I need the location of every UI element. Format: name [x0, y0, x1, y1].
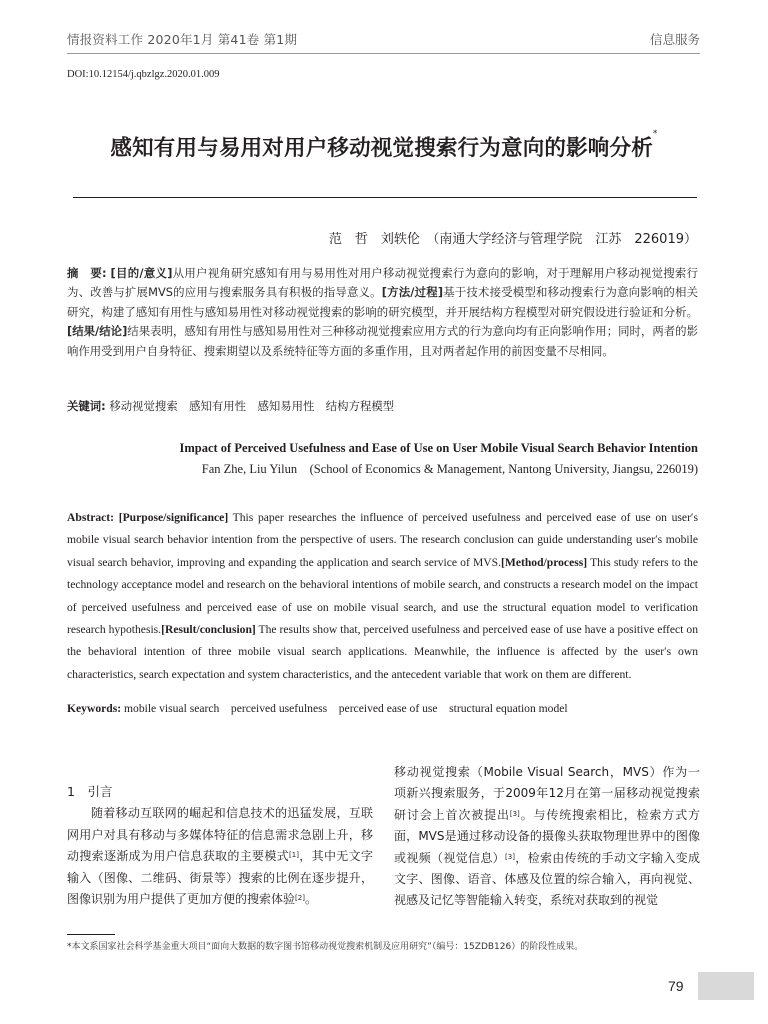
intro-text-a: 随着移动互联网的崛起和信息技术的迅猛发展，互联网用户对具有移动与多媒体特征的信息需求急剧上升，移动搜索逐渐成为用户信息获取的主要模式	[67, 806, 373, 864]
abstract-en	[67, 507, 698, 686]
title-divider	[73, 197, 697, 198]
mvs-text-c: ，检索由传统的手动文字输入变成文字、图像、语音、体感及位置的综合输入，再向视觉、视感及记忆等智能输入转变，系统对获取到的视觉	[394, 850, 700, 908]
doi: DOI:10.12154/j.qbzlgz.2020.01.009	[67, 69, 220, 80]
body-column-right	[394, 762, 700, 912]
header-divider	[67, 53, 700, 54]
abstract-en-method-label: [Method/process]	[501, 555, 588, 569]
keywords-en-label: Keywords:	[67, 702, 122, 715]
funding-footnote: *本文系国家社会科学基金重大项目“面向大数据的数字图书馆移动视觉搜索机制及应用研究”（编号：15ZDB126）的阶段性成果。	[67, 942, 584, 952]
page-tab-marker	[698, 972, 754, 1000]
keywords-en	[67, 702, 568, 715]
abstract-cn-purpose: 从用户视角研究感知有用与易用性对用户移动视觉搜索行为意向的影响，对于理解用户移动视觉搜索行为、改善与扩展MVS的应用与搜索服务具有积极的指导意义。	[67, 266, 699, 300]
section-heading: 1 引言	[67, 784, 113, 799]
abstract-en-label: Abstract:	[67, 511, 115, 524]
mvs-text-a: 移动视觉搜索（Mobile Visual Search，MVS）作为一项新兴搜索服务，于2009年12月在第一届移动视觉搜索研讨会上首次被提出	[394, 765, 700, 822]
section-label: 信息服务	[649, 32, 700, 47]
footnote-divider	[67, 934, 115, 935]
authors-en: Fan Zhe, Liu Yilun (School of Economics & Management, Nantong University, Jiangsu, 226019)	[201, 462, 698, 476]
abstract-en-purpose-label: [Purpose/significance]	[118, 511, 229, 524]
page-number: 79	[668, 978, 684, 994]
title-footnote-mark: *	[652, 129, 658, 139]
abstract-en-result-label: [Result/conclusion]	[161, 623, 256, 637]
paper-title-text: 感知有用与易用对用户移动视觉搜索行为意向的影响分析	[110, 136, 653, 161]
paper-title	[0, 131, 768, 162]
mvs-paragraph	[394, 762, 700, 912]
intro-paragraph	[67, 803, 373, 910]
abstract-cn-purpose-label: [目的/意义]	[110, 266, 173, 280]
abstract-en-result: The results show that, perceived usefulness and perceived ease of use have a positive effect on the behavioral intention of three mobile visual search applications. Meanwhile, the influence is affected by the user′s own characteristics, search expectation and system characteristics, and the antecedent variable that work on them are different.	[67, 623, 698, 681]
journal-header: 情报资料工作 2020年1月 第41卷 第1期	[67, 32, 298, 47]
abstract-cn-result-label: [结果/结论]	[67, 324, 128, 339]
citation-ref: [3]	[505, 852, 515, 861]
mvs-text-b: 。与传统搜索相比，检索方式方面，MVS是通过移动设备的摄像头获取物理世界中的图像或视频（视觉信息）	[394, 807, 700, 865]
keywords-cn-label: 关键词:	[67, 399, 106, 413]
citation-ref: [2]	[295, 894, 305, 903]
abstract-cn-label: 摘 要:	[67, 266, 107, 280]
abstract-cn	[67, 264, 698, 361]
body-column-left	[67, 781, 373, 910]
abstract-cn-result: 结果表明，感知有用性与感知易用性对三种移动视觉搜索应用方式的行为意向均有正向影响作用；同时，两者的影响作用受到用户自身特征、搜索期望以及系统特征等方面的多重作用，且对两者起作用的前因变量不尽相同。	[67, 324, 698, 358]
keywords-cn-items: 移动视觉搜索 感知有用性 感知易用性 结构方程模型	[109, 399, 395, 413]
citation-ref: [3]	[509, 809, 520, 818]
citation-ref: [1]	[289, 851, 299, 860]
paper-title-en: Impact of Perceived Usefulness and Ease of Use on User Mobile Visual Search Behavior Intention	[179, 441, 698, 455]
authors-cn: 范 哲 刘轶伦 （南通大学经济与管理学院 江苏 226019）	[328, 232, 697, 247]
intro-text-c: 。	[304, 892, 317, 907]
keywords-cn	[67, 398, 394, 414]
abstract-en-purpose: This paper researches the influence of perceived usefulness and perceived ease of use on user′s mobile visual search behavior intention from the perspective of users. The research conclusion can guide understanding user′s mobile visual search behavior, improving and expanding the application and search service of MVS.	[67, 511, 698, 569]
keywords-en-items: mobile visual search perceived usefulness perceived ease of use structural equation model	[121, 702, 568, 715]
abstract-cn-method-label: [方法/过程]	[381, 285, 444, 300]
abstract-en-method: This study refers to the technology acceptance model and research on the behavioral intentions of mobile search, and constructs a research model on the impact of perceived usefulness and perceived ease of use on mobile visual search, and use the structural equation model to verification research hypothesis.	[67, 555, 698, 637]
abstract-cn-method: 基于技术接受模型和移动搜索行为意向影响的相关研究，构建了感知有用性与感知易用性对移动视觉搜索的影响的研究模型，并开展结构方程模型对研究假设进行验证和分析。	[67, 285, 698, 319]
intro-text-b: ，其中无文字输入（图像、二维码、街景等）搜索的比例在逐步提升，图像识别为用户提供了更加方便的搜索体验	[67, 849, 373, 907]
